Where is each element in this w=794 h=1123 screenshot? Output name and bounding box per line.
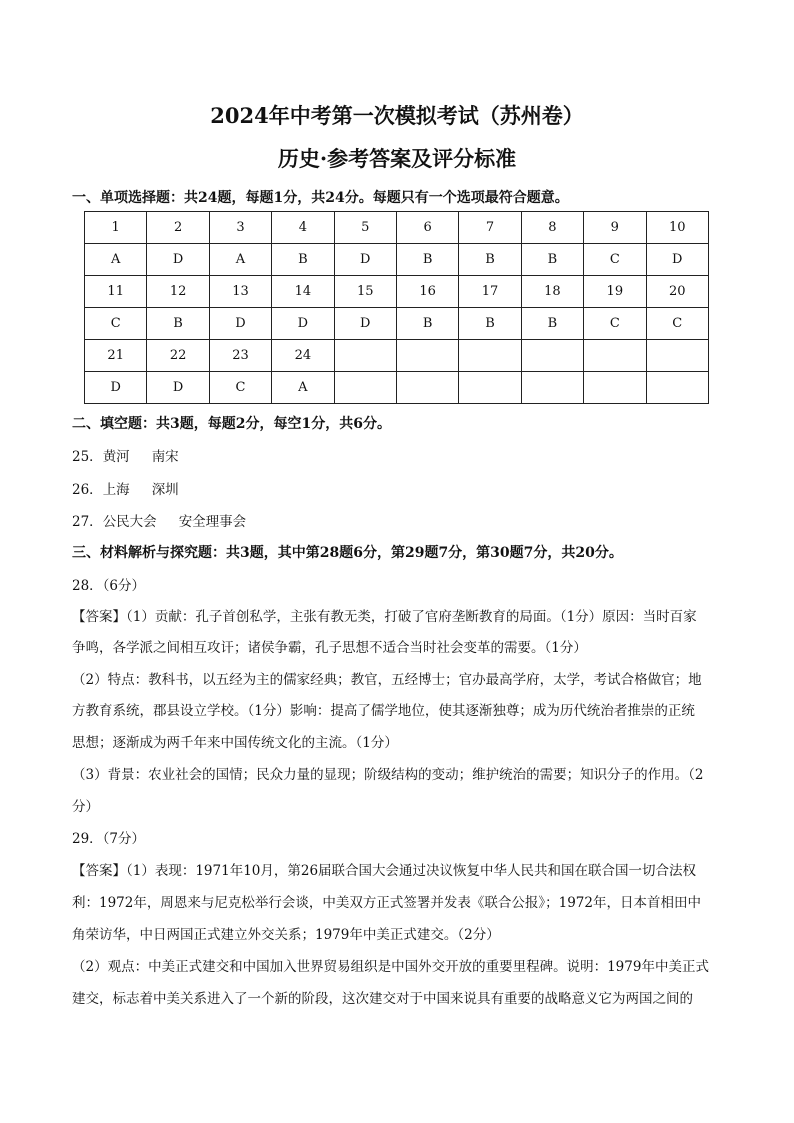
section2-heading: 二、填空题：共3题，每题2分，每空1分，共6分。 xyxy=(72,416,391,432)
answer-a: 上海 xyxy=(102,482,130,498)
table-cell: 18 xyxy=(521,276,583,308)
table-cell xyxy=(334,340,396,372)
question-number: 27． xyxy=(72,514,103,530)
table-cell: B xyxy=(521,308,583,340)
table-cell: D xyxy=(272,308,334,340)
answer-line: 角荣访华，中日两国正式建立外交关系；1979年中美正式建交。（2分） xyxy=(72,927,500,943)
table-row xyxy=(85,212,709,244)
table-cell: D xyxy=(147,372,209,404)
answer-a: 公民大会 xyxy=(102,514,157,530)
answer-line: 方教育系统，郡县设立学校。（1分）影响：提高了儒学地位，使其逐渐独尊；成为历代统治者推崇的正统 xyxy=(72,703,695,719)
table-cell: C xyxy=(85,308,147,340)
answer-line: （2）特点：教科书，以五经为主的儒家经典；教官，五经博士；官办最高学府，太学，考试合格做官；地 xyxy=(72,672,702,688)
table-cell: 10 xyxy=(646,212,708,244)
table-cell: A xyxy=(209,244,271,276)
answer-line: 29．（7分） xyxy=(72,831,146,847)
table-cell: 16 xyxy=(396,276,458,308)
answer-line: 利：1972年，周恩来与尼克松举行会谈，中美双方正式签署并发表《联合公报》；1972年，日本首相田中 xyxy=(72,895,701,911)
table-cell: 23 xyxy=(209,340,271,372)
table-cell: B xyxy=(396,244,458,276)
table-cell: B xyxy=(459,308,521,340)
table-cell xyxy=(459,340,521,372)
table-cell: 2 xyxy=(147,212,209,244)
answer-a: 黄河 xyxy=(102,449,130,465)
fill-answer-26 xyxy=(72,478,179,498)
table-cell: 19 xyxy=(584,276,646,308)
table-cell: B xyxy=(396,308,458,340)
table-cell: 9 xyxy=(584,212,646,244)
table-cell: 15 xyxy=(334,276,396,308)
answer-b: 深圳 xyxy=(151,482,179,498)
table-row xyxy=(85,244,709,276)
table-cell: D xyxy=(85,372,147,404)
table-cell: 11 xyxy=(85,276,147,308)
table-cell xyxy=(521,372,583,404)
table-cell: C xyxy=(584,308,646,340)
table-cell: 5 xyxy=(334,212,396,244)
answer-b: 安全理事会 xyxy=(178,514,247,530)
question-number: 25． xyxy=(72,449,103,465)
answer-table xyxy=(84,211,709,404)
table-cell: 22 xyxy=(147,340,209,372)
table-cell xyxy=(334,372,396,404)
table-cell: 12 xyxy=(147,276,209,308)
table-cell: B xyxy=(147,308,209,340)
table-cell xyxy=(646,372,708,404)
table-cell xyxy=(646,340,708,372)
answer-line: 【答案】（1）表现：1971年10月，第26届联合国大会通过决议恢复中华人民共和国在联合国一切合法权 xyxy=(72,863,697,879)
table-cell: 8 xyxy=(521,212,583,244)
table-cell: 17 xyxy=(459,276,521,308)
answer-line: 【答案】（1）贡献：孔子首创私学，主张有教无类，打破了官府垄断教育的局面。（1分）原因：当时百家 xyxy=(72,609,697,625)
answer-line: 建交，标志着中美关系进入了一个新的阶段，这次建交对于中国来说具有重要的战略意义它为两国之间的 xyxy=(72,991,693,1007)
table-row xyxy=(85,372,709,404)
answer-line: （2）观点：中美正式建交和中国加入世界贸易组织是中国外交开放的重要里程碑。说明：1979年中美正式 xyxy=(72,959,709,975)
table-cell: 21 xyxy=(85,340,147,372)
table-cell: 3 xyxy=(209,212,271,244)
table-row xyxy=(85,340,709,372)
fill-answer-25 xyxy=(72,445,179,465)
table-cell: C xyxy=(584,244,646,276)
table-cell xyxy=(521,340,583,372)
table-cell: 13 xyxy=(209,276,271,308)
table-row xyxy=(85,308,709,340)
answer-line: 28．（6分） xyxy=(72,578,146,594)
table-cell xyxy=(396,340,458,372)
answer-line: （3）背景：农业社会的国情；民众力量的显现；阶级结构的变动；维护统治的需要；知识分子的作用。（2 xyxy=(72,767,704,783)
table-cell: A xyxy=(272,372,334,404)
page-subtitle: 历史·参考答案及评分标准 xyxy=(277,146,517,171)
section1-heading: 一、单项选择题：共24题，每题1分，共24分。每题只有一个选项最符合题意。 xyxy=(72,190,569,206)
answer-line: 分） xyxy=(72,799,99,815)
question-number: 26． xyxy=(72,482,103,498)
table-cell: B xyxy=(272,244,334,276)
page-title: 2024年中考第一次模拟考试（苏州卷） xyxy=(210,103,584,128)
table-cell: 1 xyxy=(85,212,147,244)
table-cell: D xyxy=(646,244,708,276)
table-cell xyxy=(584,372,646,404)
table-cell xyxy=(584,340,646,372)
fill-answer-27 xyxy=(72,510,246,530)
table-cell: D xyxy=(334,244,396,276)
table-cell: 24 xyxy=(272,340,334,372)
table-cell: D xyxy=(209,308,271,340)
answer-b: 南宋 xyxy=(151,449,179,465)
table-cell: C xyxy=(646,308,708,340)
table-cell: 20 xyxy=(646,276,708,308)
table-cell: B xyxy=(459,244,521,276)
table-cell xyxy=(396,372,458,404)
table-cell: D xyxy=(147,244,209,276)
table-cell: D xyxy=(334,308,396,340)
section3-heading: 三、材料解析与探究题：共3题，其中第28题6分，第29题7分，第30题7分，共20分。 xyxy=(72,545,623,561)
table-cell: 4 xyxy=(272,212,334,244)
table-cell: 6 xyxy=(396,212,458,244)
answer-line: 思想；逐渐成为两千年来中国传统文化的主流。（1分） xyxy=(72,735,398,751)
table-cell: C xyxy=(209,372,271,404)
table-cell: 14 xyxy=(272,276,334,308)
table-cell: A xyxy=(85,244,147,276)
table-row xyxy=(85,276,709,308)
table-cell: B xyxy=(521,244,583,276)
table-cell xyxy=(459,372,521,404)
table-cell: 7 xyxy=(459,212,521,244)
answer-line: 争鸣，各学派之间相互攻讦；诸侯争霸，孔子思想不适合当时社会变革的需要。（1分） xyxy=(72,640,587,656)
